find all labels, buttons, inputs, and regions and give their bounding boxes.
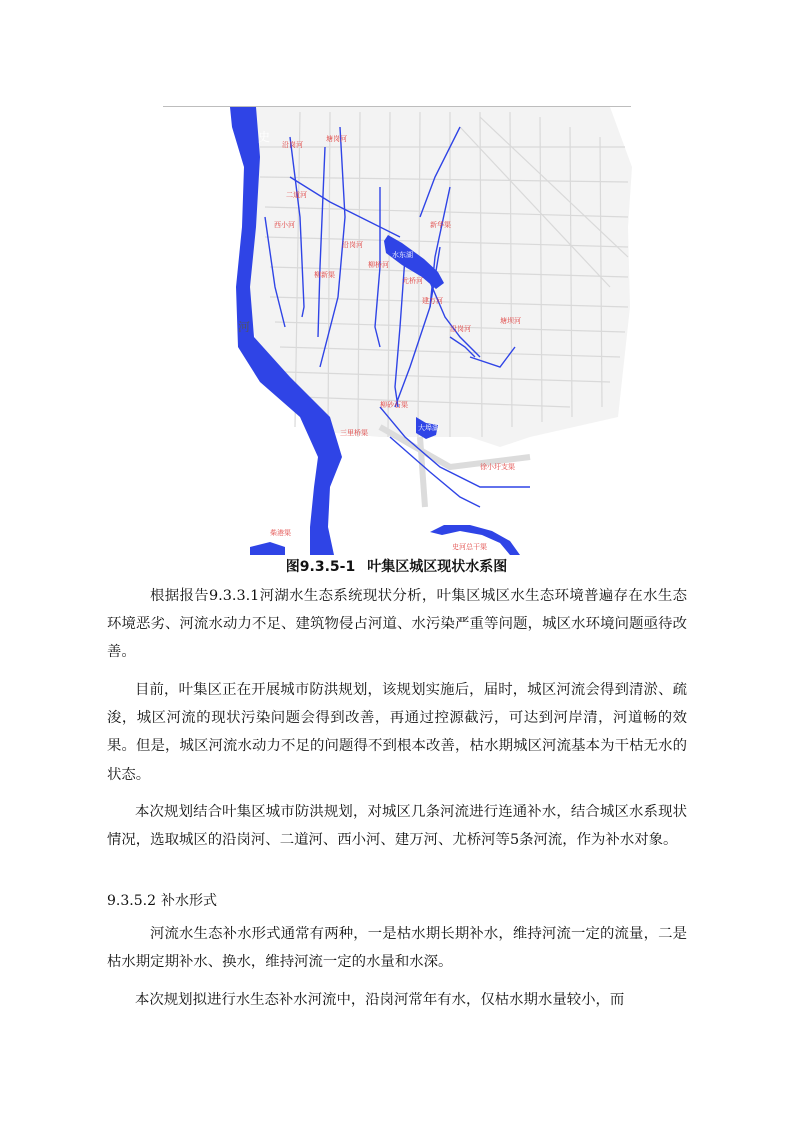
label-chaizhu: 柴港渠 [270,529,291,537]
paragraph-2: 目前，叶集区正在开展城市防洪规划，该规划实施后，届时，城区河流会得到清淤、疏浚，城区河流的现状污染问题会得到改善，再通过控源截污，可达到河岸清，河道畅的效果。但是，城区河流水动力不足的问题得不到根本改善，枯水期城区河流基本为干枯无水的状态。 [107,682,687,783]
south-west-stub [250,542,285,555]
label-shi: 史 [258,130,271,144]
label-erdao: 二道河 [286,191,307,199]
label-yangang-mid: 沿岗河 [342,241,363,249]
figure-caption [0,556,793,576]
paragraph-4: 河流水生态补水形式通常有两种，一是枯水期长期补水，维持河流一定的流量，二是枯水期定期补水、换水，维持河流一定的水量和水深。 [107,926,687,971]
section-number: 9.3.5.2 [107,893,156,909]
label-tangxian: 塘坝河 [500,317,521,325]
label-tangqiao: 塘岗河 [326,135,347,143]
figure-title: 叶集区城区现状水系图 [367,559,508,575]
label-yangang-right: 沿岗河 [450,325,471,333]
section-heading [107,890,217,912]
figure-number: 图9.3.5-1 [285,559,356,575]
label-sanlihe: 三里桥渠 [340,429,368,437]
paragraph-3: 本次规划结合叶集区城市防洪规划，对城区几条河流进行连通补水，结合城区水系现状情况，选取城区的沿岗河、二道河、西小河、建万河、尤桥河等5条河流，作为补水对象。 [107,804,687,849]
label-xuxiaocun: 徐小圩支渠 [480,463,515,471]
label-liuqiao: 柳桥河 [368,261,389,269]
label-he: 河 [238,320,251,334]
label-liumo: 柳砂石渠 [380,401,408,409]
label-xixiao: 西小河 [274,221,295,229]
water-system-map [230,107,640,555]
label-xinhua: 新华渠 [430,221,451,229]
label-jianwan: 建万河 [422,297,443,305]
label-yangang-top: 沿岗河 [282,141,303,149]
paragraph-5: 本次规划拟进行水生态补水河流中，沿岗河常年有水，仅枯水期水量较小，而 [135,992,625,1008]
label-dabei: 大埠湖 [418,424,439,432]
label-shuidong: 水东湖 [392,251,413,259]
paragraph-1: 根据报告9.3.3.1河湖水生态系统现状分析，叶集区城区水生态环境普遍存在水生态环境恶劣、河流水动力不足、建筑物侵占河道、水污染严重等问题，城区水环境问题亟待改善。 [107,588,687,661]
label-liuxin: 柳新渠 [314,271,335,279]
label-youqiao: 尤桥河 [402,277,423,285]
section-title: 补水形式 [160,893,217,909]
label-shihe-branch: 史河总干渠 [452,543,487,551]
